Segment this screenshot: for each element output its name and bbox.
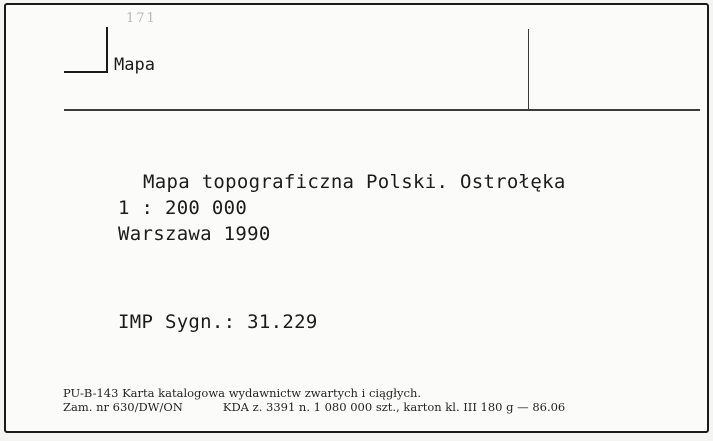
corner-rule-horizontal <box>64 71 108 73</box>
footer-print-info: KDA z. 3391 n. 1 080 000 szt., karton kl. III 180 g — 86.06 <box>222 400 566 414</box>
place-year-line: Warszawa 1990 <box>118 223 271 245</box>
horizontal-divider <box>64 109 700 111</box>
scale-line: 1 : 200 000 <box>118 197 248 219</box>
catalog-card <box>4 3 709 433</box>
vertical-divider <box>528 29 529 109</box>
title-line: Mapa topograficzna Polski. Ostrołęka <box>143 171 566 193</box>
footer-order-number: Zam. nr 630/DW/ON <box>63 400 183 414</box>
signature-line: IMP Sygn.: 31.229 <box>118 311 318 333</box>
faint-handwritten-mark: 171 <box>126 11 157 26</box>
footer-line-1: PU-B-143 Karta katalogowa wydawnictw zwartych i ciągłych. <box>63 386 422 400</box>
footer-line-2 <box>63 400 565 414</box>
card-heading: Mapa <box>114 55 155 75</box>
corner-rule-vertical <box>106 27 108 73</box>
